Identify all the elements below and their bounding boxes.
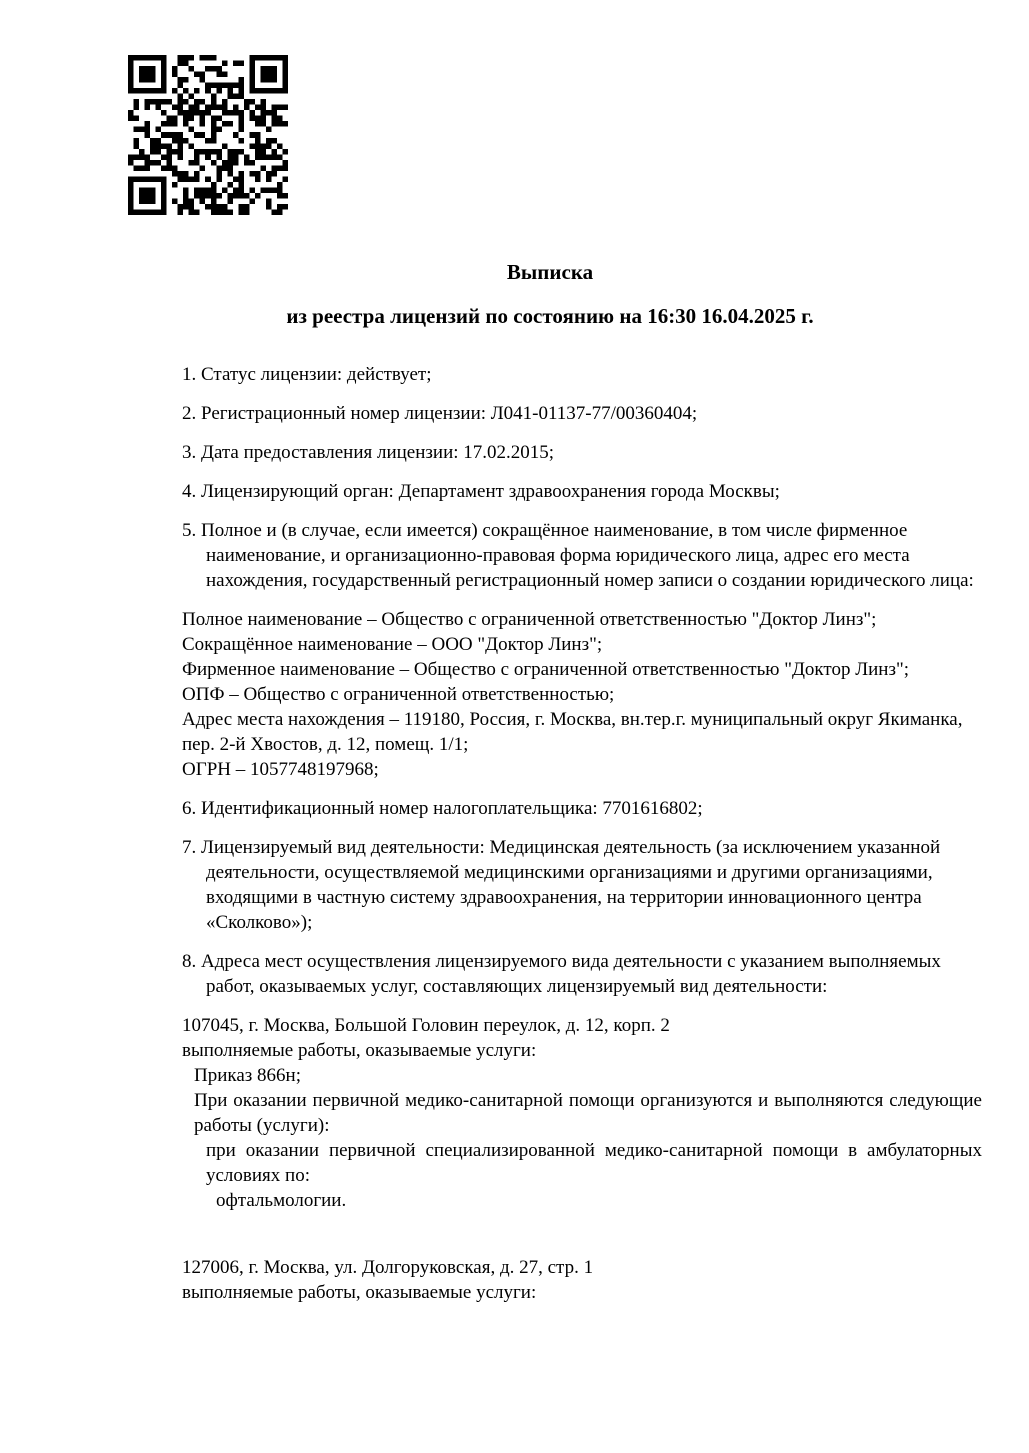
item-registration-number: 2. Регистрационный номер лицензии: Л041-01137-77/00360404; [182, 403, 698, 424]
item-organization-heading: 5. Полное и (в случае, если имеется) сокращённое наименование, в том числе фирменное наименование, и организационно-правовая форма юридического лица, адрес его места нахождения, государственный регистрационный номер записи о создании юридического лица: [182, 520, 974, 591]
qr-code [128, 55, 288, 215]
organization-details [182, 607, 982, 782]
address-1: 107045, г. Москва, Большой Головин переулок, д. 12, корп. 2 [182, 1015, 670, 1036]
org-full-name: Полное наименование – Общество с ограниченной ответственностью "Доктор Линз"; [182, 609, 877, 630]
org-legal-form: ОПФ – Общество с ограниченной ответственностью; [182, 684, 615, 705]
order-reference: Приказ 866н; [194, 1065, 301, 1086]
specialized-care-description: при оказании первичной специализированной медико-санитарной помощи в амбулаторных условиях по: [206, 1140, 982, 1186]
services-description: При оказании первичной медико-санитарной помощи организуются и выполняются следующие работы (услуги): [194, 1090, 982, 1136]
item-grant-date: 3. Дата предоставления лицензии: 17.02.2015; [182, 442, 555, 463]
org-short-name: Сокращённое наименование – ООО "Доктор Линз"; [182, 634, 603, 655]
item-activity-addresses: 8. Адреса мест осуществления лицензируемого вида деятельности с указанием выполняемых работ, оказываемых услуг, составляющих лицензируемый вид деятельности: [182, 951, 941, 997]
address-block-2 [182, 1255, 982, 1305]
org-ogrn: ОГРН – 1057748197968; [182, 759, 379, 780]
document-body [182, 362, 982, 1319]
item-license-status: 1. Статус лицензии: действует; [182, 364, 432, 385]
item-activity-type: 7. Лицензируемый вид деятельности: Медицинская деятельность (за исключением указанной деятельности, осуществляемой медицинскими организациями и другими организациями, входящими в частную систему здравоохранения, на территории инновационного центра «Сколково»); [182, 837, 941, 933]
item-licensing-authority: 4. Лицензирующий орган: Департамент здравоохранения города Москвы; [182, 481, 780, 502]
address-block-1 [182, 1013, 982, 1213]
works-label-2: выполняемые работы, оказываемые услуги: [182, 1282, 537, 1303]
item-inn: 6. Идентификационный номер налогоплательщика: 7701616802; [182, 798, 703, 819]
document-title: Выписка [506, 260, 594, 284]
spacer [182, 1227, 982, 1255]
works-label-1: выполняемые работы, оказываемые услуги: [182, 1040, 537, 1061]
address-2: 127006, г. Москва, ул. Долгоруковская, д. 27, стр. 1 [182, 1257, 594, 1278]
org-address: Адрес места нахождения – 119180, Россия, г. Москва, вн.тер.г. муниципальный округ Якиманка, пер. 2-й Хвостов, д. 12, помещ. 1/1; [182, 709, 963, 755]
org-brand-name: Фирменное наименование – Общество с ограниченной ответственностью "Доктор Линз"; [182, 659, 909, 680]
document-subtitle: из реестра лицензий по состоянию на 16:30 16.04.2025 г. [286, 304, 814, 328]
specialty-ophthalmology: офтальмологии. [216, 1190, 347, 1211]
